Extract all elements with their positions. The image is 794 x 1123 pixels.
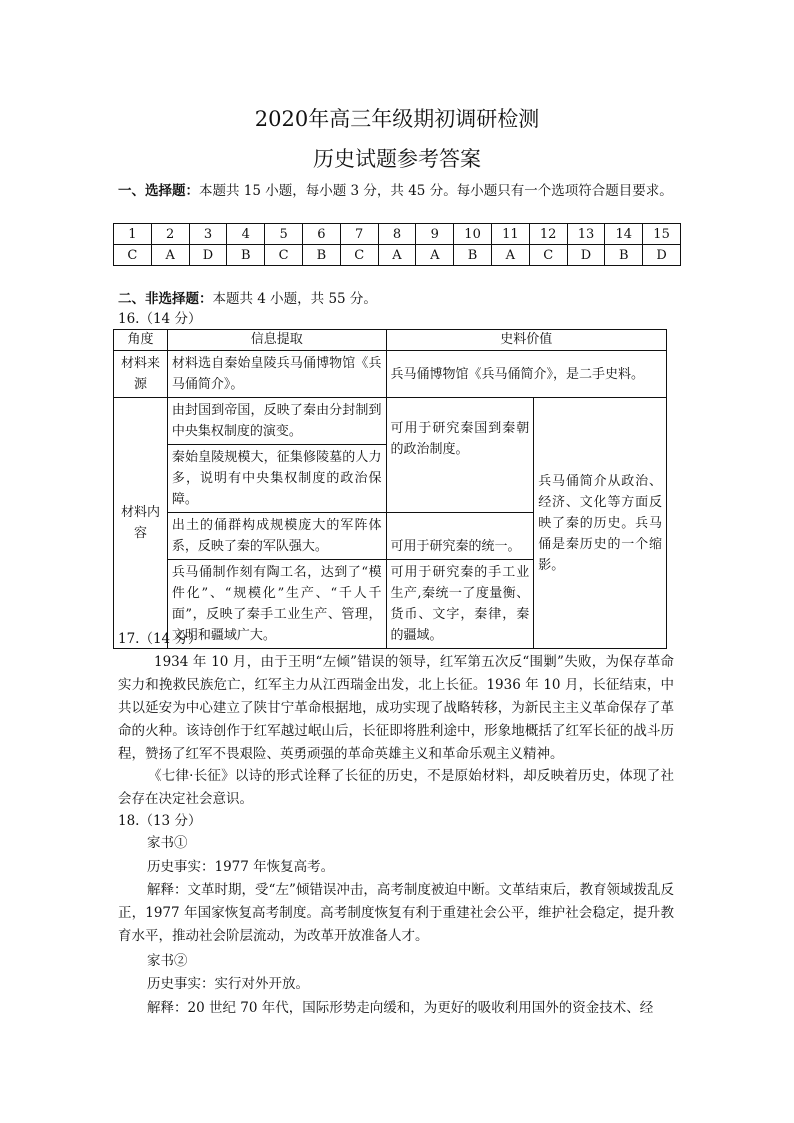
- section2-intro: [118, 290, 377, 308]
- section2-heading: 二、非选择题：: [118, 291, 213, 307]
- answer-letter: D: [567, 245, 605, 266]
- answer-letter: D: [189, 245, 227, 266]
- q17-paragraph: 1934 年 10 月，由于王明“左倾”错误的领导，红军第五次反“围剿”失败，为保存革命实力和挽救民族危亡，红军主力从江西瑞金出发，北上长征。1936 年 10 月，长征结束，中共以延安为中心建立了陕甘宁革命根据地，成功实现了战略转移，为新民主主义革命保存了革命的火种。该诗创作于红军越过岷山后，长征即将胜利途中，形象地概括了红军长征的战斗历程，赞扬了红军不畏艰险、英勇顽强的革命英雄主义和革命乐观主义精神。: [118, 654, 674, 762]
- q16-source-row: [114, 351, 667, 398]
- answer-number: 4: [227, 224, 265, 245]
- answer-table: [113, 223, 681, 266]
- answer-number: 1: [114, 224, 152, 245]
- q16-header-row: [114, 330, 667, 351]
- answer-number: 6: [302, 224, 340, 245]
- content-info: 秦始皇陵规模大，征集修陵墓的人力多，说明有中央集权制度的政治保障。: [167, 445, 386, 513]
- page-subtitle: 历史试题参考答案: [313, 147, 481, 171]
- content-angle: 材料内容: [114, 398, 168, 649]
- answer-number: 3: [189, 224, 227, 245]
- answer-letter: A: [416, 245, 454, 266]
- answer-number: 8: [378, 224, 416, 245]
- answer-letter: B: [302, 245, 340, 266]
- answer-letter: B: [605, 245, 643, 266]
- answer-number: 13: [567, 224, 605, 245]
- answer-letter: D: [643, 245, 681, 266]
- answer-letter: A: [491, 245, 529, 266]
- answer-number-row: [114, 224, 681, 245]
- answer-letter: C: [265, 245, 303, 266]
- section2-text: 本题共 4 小题，共 55 分。: [212, 291, 377, 307]
- page-title: 2020年高三年级期初调研检测: [254, 107, 540, 131]
- answer-letter: C: [529, 245, 567, 266]
- q18-label: 18.（13 分）: [118, 813, 202, 829]
- answer-letter: B: [227, 245, 265, 266]
- q18-letter: 家书②: [147, 953, 188, 969]
- source-value: 兵马俑博物馆《兵马俑简介》，是二手史料。: [386, 351, 667, 398]
- answer-letter: A: [378, 245, 416, 266]
- source-info: 材料选自秦始皇陵兵马俑博物馆《兵马俑简介》。: [167, 351, 386, 398]
- q16-table: [113, 329, 667, 649]
- content-info: 兵马俑制作刻有陶工名，达到了“模件化”、“规模化”生产、“千人千面”，反映了秦手工业生产、管理，文明和疆域广大。: [167, 560, 386, 649]
- content-info: 出土的俑群构成规模庞大的军阵体系，反映了秦的军队强大。: [167, 513, 386, 560]
- answer-number: 11: [491, 224, 529, 245]
- q18-explanation: 解释：20 世纪 70 年代，国际形势走向缓和，为更好的吸收利用国外的资金技术、经: [147, 1000, 654, 1016]
- value-political: 可用于研究秦国到秦朝的政治制度。: [386, 398, 534, 513]
- answer-letter: C: [114, 245, 152, 266]
- q17-paragraph: 《七律·长征》以诗的形式诠释了长征的历史，不是原始材料，却反映着历史，体现了社会存在决定社会意识。: [118, 768, 674, 807]
- value-craft: 可用于研究秦的手工业生产,秦统一了度量衡、货币、文字，秦律，秦的疆域。: [386, 560, 534, 649]
- q18-fact: 历史事实：1977 年恢复高考。: [147, 859, 335, 875]
- answer-letter-row: [114, 245, 681, 266]
- value-overall: 兵马俑简介从政治、经济、文化等方面反映了秦的历史。兵马俑是秦历史的一个缩影。: [534, 398, 667, 649]
- answer-number: 15: [643, 224, 681, 245]
- q16-label: 16.（14 分）: [118, 311, 202, 327]
- q18-fact: 历史事实：实行对外开放。: [147, 976, 309, 992]
- source-angle: 材料来源: [114, 351, 168, 398]
- answer-number: 2: [151, 224, 189, 245]
- q17-label: 17.（14 分）: [118, 631, 202, 647]
- header-value: 史料价值: [386, 330, 667, 351]
- header-info: 信息提取: [167, 330, 386, 351]
- answer-letter: A: [151, 245, 189, 266]
- answer-number: 12: [529, 224, 567, 245]
- content-info: 由封国到帝国，反映了秦由分封制到中央集权制度的演变。: [167, 398, 386, 445]
- answer-number: 14: [605, 224, 643, 245]
- answer-number: 10: [454, 224, 492, 245]
- answer-letter: C: [340, 245, 378, 266]
- header-angle: 角度: [114, 330, 168, 351]
- value-unify: 可用于研究秦的统一。: [386, 513, 534, 560]
- section1-intro: [118, 182, 673, 200]
- q16-content-row: [114, 398, 667, 445]
- answer-number: 5: [265, 224, 303, 245]
- answer-letter: B: [454, 245, 492, 266]
- q18-letter: 家书①: [147, 835, 188, 851]
- answer-number: 9: [416, 224, 454, 245]
- q18-explanation: 解释：文革时期，受“左”倾错误冲击，高考制度被迫中断。文革结束后，教育领域拨乱反正，1977 年国家恢复高考制度。高考制度恢复有利于重建社会公平，维护社会稳定，提升教育水平，推动社会阶层流动，为改革开放准备人才。: [118, 882, 674, 944]
- section1-heading: 一、选择题：: [118, 183, 199, 199]
- section1-text: 本题共 15 小题，每小题 3 分，共 45 分。每小题只有一个选项符合题目要求。: [199, 183, 673, 199]
- answer-number: 7: [340, 224, 378, 245]
